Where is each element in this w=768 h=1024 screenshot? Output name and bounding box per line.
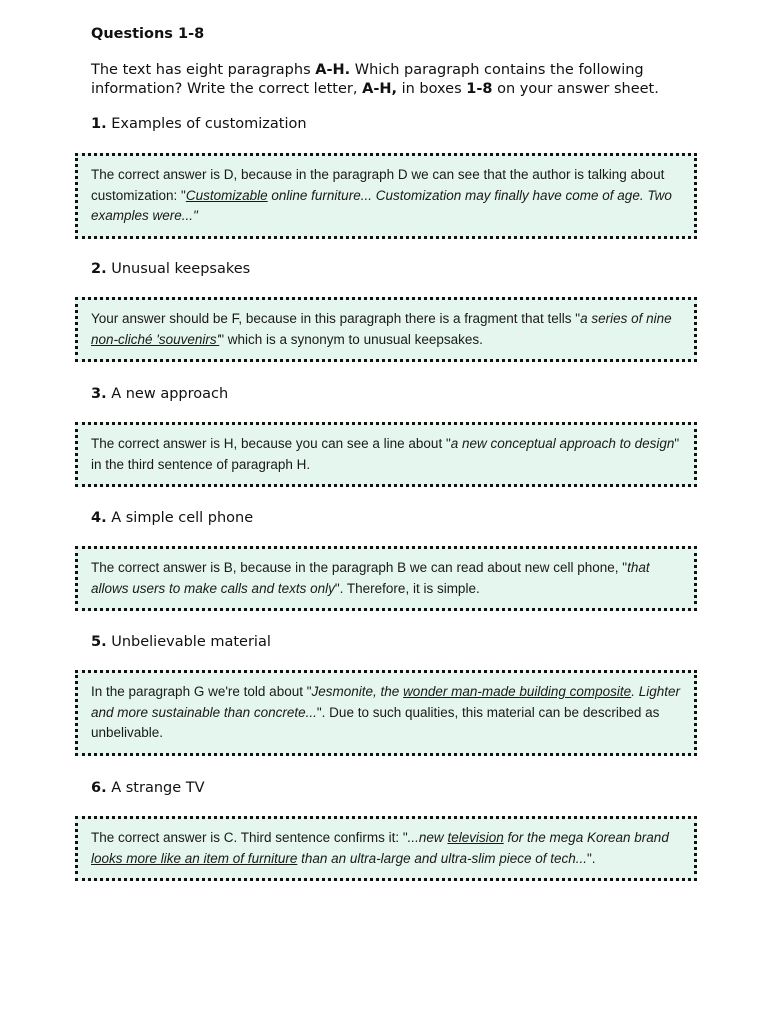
page-title: Questions 1-8 — [91, 26, 205, 42]
instructions-bold: A-H, — [362, 81, 397, 97]
answer-box-2 — [75, 297, 697, 362]
question-number: 4. — [91, 510, 107, 526]
instructions-text: Which paragraph contains the following information? Write the correct letter, — [91, 62, 644, 97]
answer-text: The correct answer is H, because you can see a line about "a new conceptual approach to design" in the third sentence of paragraph H. — [91, 436, 680, 472]
question-number: 6. — [91, 780, 107, 796]
question-number: 3. — [91, 386, 107, 402]
question-2 — [91, 261, 250, 277]
question-label: Examples of customization — [111, 116, 307, 132]
question-number: 2. — [91, 261, 107, 277]
answer-box-4 — [75, 546, 697, 611]
instructions — [91, 61, 691, 99]
question-number: 5. — [91, 634, 107, 650]
question-label: Unusual keepsakes — [111, 261, 251, 277]
instructions-text: on your answer sheet. — [492, 81, 659, 97]
answer-text: Your answer should be F, because in this paragraph there is a fragment that tells "a series of nine non-cliché 'souvenirs'" which is a synonym to unusual keepsakes. — [91, 311, 672, 347]
answer-text: The correct answer is C. Third sentence confirms it: "...new television for the mega Korean brand looks more like an item of furniture than an ultra-large and ultra-slim piece of tech...". — [91, 830, 669, 866]
answer-box-5 — [75, 670, 697, 756]
answer-box-1 — [75, 153, 697, 239]
answer-box-6 — [75, 816, 697, 881]
question-6 — [91, 780, 205, 796]
instructions-bold: 1-8 — [466, 81, 493, 97]
question-label: A new approach — [111, 386, 229, 402]
instructions-bold: A-H. — [315, 62, 351, 78]
question-label: A simple cell phone — [111, 510, 254, 526]
question-5 — [91, 634, 271, 650]
question-number: 1. — [91, 116, 107, 132]
question-4 — [91, 510, 253, 526]
answer-text: In the paragraph G we're told about "Jesmonite, the wonder man-made building composite. Lighter and more sustainable than concrete...". Due to such qualities, this material can be described as unbelivable. — [91, 684, 680, 740]
question-1 — [91, 116, 307, 132]
answer-text: The correct answer is B, because in the paragraph B we can read about new cell phone, "that allows users to make calls and texts only". Therefore, it is simple. — [91, 560, 650, 596]
answer-box-3 — [75, 422, 697, 487]
instructions-text: The text has eight paragraphs — [91, 62, 316, 78]
question-3 — [91, 386, 228, 402]
answer-text: The correct answer is D, because in the paragraph D we can see that the author is talking about customization: "Customizable online furniture... Customization may finally have come of age. Two examples were..." — [91, 167, 672, 223]
question-label: A strange TV — [111, 780, 205, 796]
question-label: Unbelievable material — [111, 634, 271, 650]
instructions-text: in boxes — [396, 81, 467, 97]
